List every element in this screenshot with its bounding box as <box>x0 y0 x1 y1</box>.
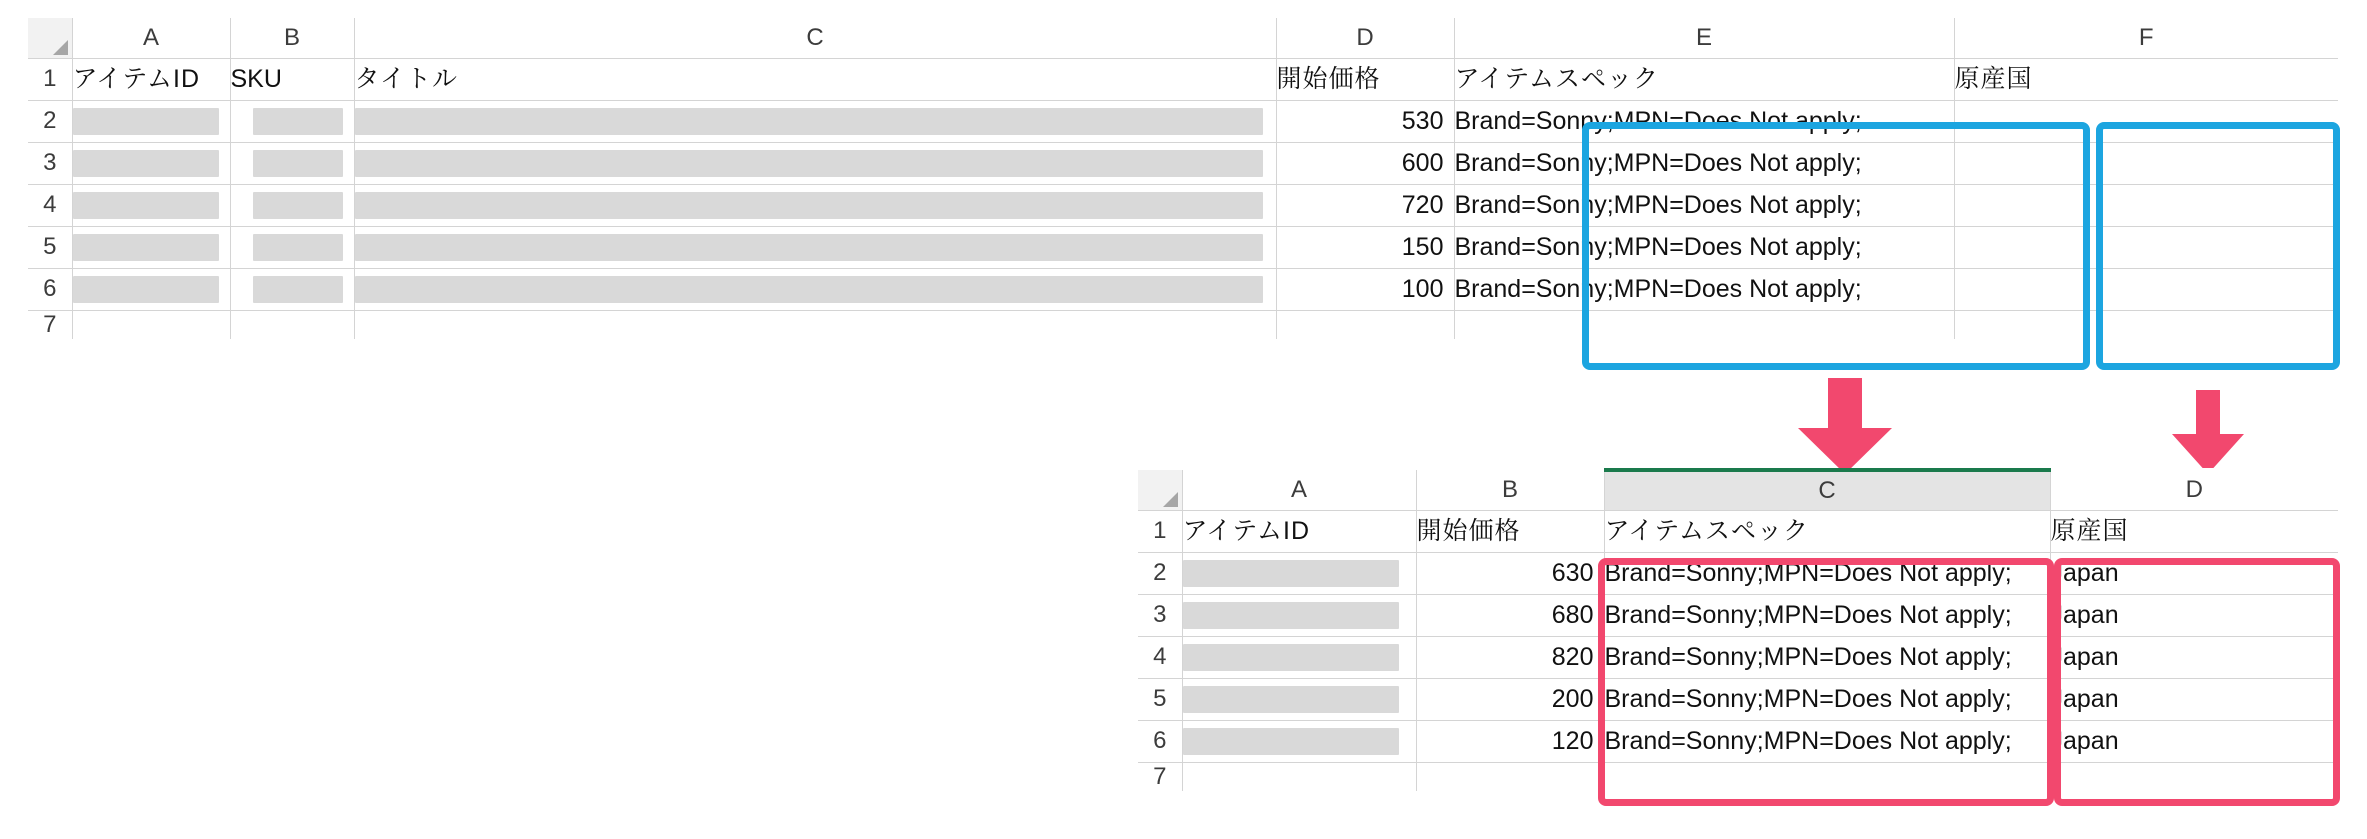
cell-c3[interactable]: Brand=Sonny;MPN=Does Not apply; <box>1604 594 2050 636</box>
column-header-c[interactable]: C <box>1604 470 2050 510</box>
source-spreadsheet-table[interactable] <box>28 18 2338 339</box>
cell-c5[interactable]: Brand=Sonny;MPN=Does Not apply; <box>1604 678 2050 720</box>
cell-b5[interactable] <box>230 226 354 268</box>
row-header-5[interactable]: 5 <box>1138 678 1182 720</box>
column-header-c[interactable]: C <box>354 18 1276 58</box>
cell-d3[interactable]: Japan <box>2050 594 2338 636</box>
redacted-block <box>253 276 343 303</box>
redacted-block <box>73 234 219 261</box>
table-row[interactable] <box>1138 636 2338 678</box>
row-header-5[interactable]: 5 <box>28 226 72 268</box>
cell-c4[interactable] <box>354 184 1276 226</box>
redacted-block <box>355 234 1263 261</box>
table-row[interactable] <box>28 184 2338 226</box>
cell-f7[interactable] <box>1954 310 2338 339</box>
cell-c4[interactable]: Brand=Sonny;MPN=Does Not apply; <box>1604 636 2050 678</box>
cell-b5[interactable]: 200 <box>1416 678 1604 720</box>
cell-b4[interactable]: 820 <box>1416 636 1604 678</box>
table-row[interactable] <box>28 226 2338 268</box>
row-header-4[interactable]: 4 <box>28 184 72 226</box>
table-row[interactable] <box>1138 594 2338 636</box>
cell-c6[interactable] <box>354 268 1276 310</box>
cell-c3[interactable] <box>354 142 1276 184</box>
redacted-block <box>73 192 219 219</box>
column-header-e[interactable]: E <box>1454 18 1954 58</box>
table-row[interactable] <box>28 100 2338 142</box>
cell-b7[interactable] <box>1416 762 1604 791</box>
cell-a1[interactable]: アイテムID <box>72 58 230 100</box>
column-header-d[interactable]: D <box>2050 470 2338 510</box>
column-header-row <box>28 18 2338 58</box>
cell-b1[interactable]: 開始価格 <box>1416 510 1604 552</box>
cell-f6[interactable] <box>1954 268 2338 310</box>
row-header-4[interactable]: 4 <box>1138 636 1182 678</box>
column-header-a[interactable]: A <box>72 18 230 58</box>
target-spreadsheet-table[interactable] <box>1138 468 2338 791</box>
cell-e2[interactable]: Brand=Sonny;MPN=Does Not apply; <box>1454 100 1954 142</box>
cell-f3[interactable] <box>1954 142 2338 184</box>
cell-e5[interactable]: Brand=Sonny;MPN=Does Not apply; <box>1454 226 1954 268</box>
corner-triangle-icon <box>53 40 68 55</box>
cell-a7[interactable] <box>72 310 230 339</box>
column-header-b[interactable]: B <box>1416 470 1604 510</box>
column-header-a[interactable]: A <box>1182 470 1416 510</box>
redacted-block <box>73 276 219 303</box>
redacted-block <box>1183 686 1399 713</box>
row-header-2[interactable]: 2 <box>28 100 72 142</box>
cell-b1[interactable]: SKU <box>230 58 354 100</box>
cell-c1[interactable]: タイトル <box>354 58 1276 100</box>
row-header-7[interactable]: 7 <box>1138 762 1182 791</box>
cell-b4[interactable] <box>230 184 354 226</box>
cell-a6[interactable] <box>1182 720 1416 762</box>
cell-d6[interactable]: 100 <box>1276 268 1454 310</box>
corner-triangle-icon <box>1163 492 1178 507</box>
cell-a7[interactable] <box>1182 762 1416 791</box>
cell-d1[interactable]: 原産国 <box>2050 510 2338 552</box>
redacted-block <box>253 192 343 219</box>
cell-c2[interactable]: Brand=Sonny;MPN=Does Not apply; <box>1604 552 2050 594</box>
cell-d2[interactable]: 530 <box>1276 100 1454 142</box>
table-row[interactable] <box>28 142 2338 184</box>
cell-b6[interactable] <box>230 268 354 310</box>
table-row[interactable] <box>1138 678 2338 720</box>
column-header-b[interactable]: B <box>230 18 354 58</box>
redacted-block <box>73 150 219 177</box>
row-header-6[interactable]: 6 <box>28 268 72 310</box>
cell-b6[interactable]: 120 <box>1416 720 1604 762</box>
cell-e3[interactable]: Brand=Sonny;MPN=Does Not apply; <box>1454 142 1954 184</box>
cell-a3[interactable] <box>1182 594 1416 636</box>
table-row[interactable] <box>1138 762 2338 791</box>
cell-e1[interactable]: アイテムスペック <box>1454 58 1954 100</box>
redacted-block <box>253 234 343 261</box>
cell-a3[interactable] <box>72 142 230 184</box>
redacted-block <box>355 108 1263 135</box>
cell-d7[interactable] <box>1276 310 1454 339</box>
cell-a2[interactable] <box>72 100 230 142</box>
row-header-6[interactable]: 6 <box>1138 720 1182 762</box>
column-header-row <box>1138 470 2338 510</box>
cell-d4[interactable]: Japan <box>2050 636 2338 678</box>
cell-a1[interactable]: アイテムID <box>1182 510 1416 552</box>
cell-c1[interactable]: アイテムスペック <box>1604 510 2050 552</box>
table-row[interactable] <box>28 268 2338 310</box>
cell-f4[interactable] <box>1954 184 2338 226</box>
row-header-3[interactable]: 3 <box>1138 594 1182 636</box>
cell-f5[interactable] <box>1954 226 2338 268</box>
cell-a5[interactable] <box>1182 678 1416 720</box>
cell-a5[interactable] <box>72 226 230 268</box>
arrow-itemspec <box>1790 378 1900 474</box>
cell-d2[interactable]: Japan <box>2050 552 2338 594</box>
row-header-7[interactable]: 7 <box>28 310 72 339</box>
column-header-f[interactable]: F <box>1954 18 2338 58</box>
cell-c6[interactable]: Brand=Sonny;MPN=Does Not apply; <box>1604 720 2050 762</box>
table-row[interactable] <box>28 58 2338 100</box>
column-header-d[interactable]: D <box>1276 18 1454 58</box>
row-header-1[interactable]: 1 <box>1138 510 1182 552</box>
redacted-block <box>1183 728 1399 755</box>
row-header-1[interactable]: 1 <box>28 58 72 100</box>
cell-c7[interactable] <box>1604 762 2050 791</box>
cell-b2[interactable] <box>230 100 354 142</box>
cell-d6[interactable]: Japan <box>2050 720 2338 762</box>
table-row[interactable] <box>28 310 2338 339</box>
redacted-block <box>253 150 343 177</box>
cell-d3[interactable]: 600 <box>1276 142 1454 184</box>
table-row[interactable] <box>1138 720 2338 762</box>
cell-d5[interactable]: 150 <box>1276 226 1454 268</box>
cell-d1[interactable]: 開始価格 <box>1276 58 1454 100</box>
row-header-3[interactable]: 3 <box>28 142 72 184</box>
cell-b7[interactable] <box>230 310 354 339</box>
table-row[interactable] <box>1138 552 2338 594</box>
select-all-corner[interactable] <box>1138 470 1182 510</box>
cell-b3[interactable] <box>230 142 354 184</box>
cell-f2[interactable] <box>1954 100 2338 142</box>
redacted-block <box>355 276 1263 303</box>
table-row[interactable] <box>1138 510 2338 552</box>
cell-d5[interactable]: Japan <box>2050 678 2338 720</box>
redacted-block <box>1183 602 1399 629</box>
select-all-corner[interactable] <box>28 18 72 58</box>
redacted-block <box>355 150 1263 177</box>
cell-a4[interactable] <box>72 184 230 226</box>
cell-f1[interactable]: 原産国 <box>1954 58 2338 100</box>
redacted-block <box>1183 644 1399 671</box>
cell-c5[interactable] <box>354 226 1276 268</box>
source-spreadsheet[interactable] <box>28 18 2338 339</box>
cell-a6[interactable] <box>72 268 230 310</box>
redacted-block <box>1183 560 1399 587</box>
redacted-block <box>73 108 219 135</box>
cell-e7[interactable] <box>1454 310 1954 339</box>
cell-b3[interactable]: 680 <box>1416 594 1604 636</box>
cell-a4[interactable] <box>1182 636 1416 678</box>
cell-a2[interactable] <box>1182 552 1416 594</box>
row-header-2[interactable]: 2 <box>1138 552 1182 594</box>
cell-c7[interactable] <box>354 310 1276 339</box>
arrow-country <box>2166 390 2250 474</box>
cell-d7[interactable] <box>2050 762 2338 791</box>
redacted-block <box>253 108 343 135</box>
cell-c2[interactable] <box>354 100 1276 142</box>
cell-e4[interactable]: Brand=Sonny;MPN=Does Not apply; <box>1454 184 1954 226</box>
redacted-block <box>355 192 1263 219</box>
target-spreadsheet[interactable] <box>1138 468 2338 791</box>
cell-e6[interactable]: Brand=Sonny;MPN=Does Not apply; <box>1454 268 1954 310</box>
cell-d4[interactable]: 720 <box>1276 184 1454 226</box>
cell-b2[interactable]: 630 <box>1416 552 1604 594</box>
